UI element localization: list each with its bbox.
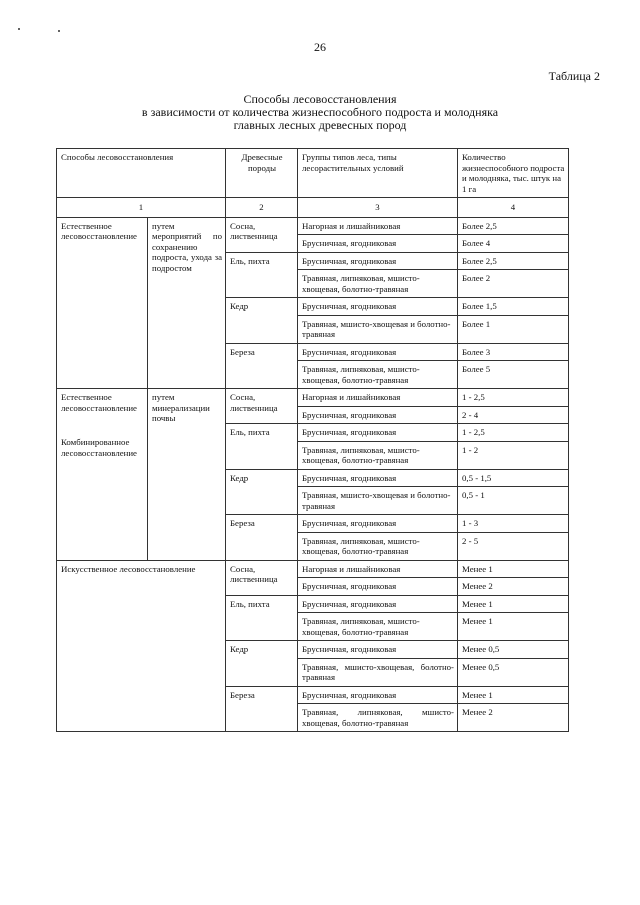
- value-cell: 1 - 2,5: [458, 424, 569, 442]
- header-species: Древесные породы: [226, 149, 298, 198]
- method-cell: Естественное лесовосстановление: [57, 217, 148, 389]
- group-cell: Травяная, мшисто-хвощевая и болотно-травяная: [298, 487, 458, 515]
- group-cell: Травяная, мшисто-хвощевая, болотно-травяная: [298, 658, 458, 686]
- table-row: [57, 560, 569, 578]
- header-groups: Группы типов леса, типы лесорастительных условий: [298, 149, 458, 198]
- group-cell: Брусничная, ягодниковая: [298, 469, 458, 487]
- reforestation-table: [56, 148, 569, 732]
- species-cell: Сосна, лиственница: [226, 217, 298, 252]
- species-cell: Кедр: [226, 641, 298, 687]
- col-number: 1: [57, 198, 226, 218]
- col-number: 3: [298, 198, 458, 218]
- group-cell: Брусничная, ягодниковая: [298, 343, 458, 361]
- group-cell: Брусничная, ягодниковая: [298, 406, 458, 424]
- group-cell: Брусничная, ягодниковая: [298, 235, 458, 253]
- value-cell: Более 2,5: [458, 217, 569, 235]
- title-line: в зависимости от количества жизнеспособного подроста и молодняка: [141, 105, 499, 119]
- value-cell: 0,5 - 1: [458, 487, 569, 515]
- group-cell: Нагорная и лишайниковая: [298, 217, 458, 235]
- value-cell: 0,5 - 1,5: [458, 469, 569, 487]
- scan-dot: [58, 30, 60, 32]
- value-cell: Более 3: [458, 343, 569, 361]
- group-cell: Травяная, мшисто-хвощевая и болотно-травяная: [298, 315, 458, 343]
- value-cell: Менее 0,5: [458, 658, 569, 686]
- species-cell: Береза: [226, 686, 298, 732]
- group-cell: Травяная, липняковая, мшисто-хвощевая, болотно-травяная: [298, 270, 458, 298]
- value-cell: Более 1,5: [458, 298, 569, 316]
- value-cell: 1 - 3: [458, 515, 569, 533]
- value-cell: Менее 1: [458, 686, 569, 704]
- header-methods: Способы лесовосстановления: [57, 149, 226, 198]
- group-cell: Брусничная, ягодниковая: [298, 578, 458, 596]
- value-cell: 2 - 5: [458, 532, 569, 560]
- group-cell: Нагорная и лишайниковая: [298, 389, 458, 407]
- method-cell: Искусственное лесовосстановление: [57, 560, 226, 732]
- value-cell: Более 2,5: [458, 252, 569, 270]
- group-cell: Травяная, липняковая, мшисто-хвощевая, болотно-травяная: [298, 613, 458, 641]
- method-cell: [57, 389, 148, 561]
- title-line: главных лесных древесных пород: [233, 118, 407, 132]
- species-cell: Кедр: [226, 469, 298, 515]
- species-cell: Ель, пихта: [226, 595, 298, 641]
- value-cell: 1 - 2: [458, 441, 569, 469]
- species-cell: Сосна, лиственница: [226, 560, 298, 595]
- table-title: [0, 93, 640, 132]
- group-cell: Брусничная, ягодниковая: [298, 515, 458, 533]
- value-cell: Более 5: [458, 361, 569, 389]
- table-label: Таблица 2: [548, 69, 600, 83]
- value-cell: Более 4: [458, 235, 569, 253]
- scan-dot: [18, 28, 20, 30]
- group-cell: Брусничная, ягодниковая: [298, 686, 458, 704]
- species-cell: Кедр: [226, 298, 298, 344]
- value-cell: Менее 1: [458, 595, 569, 613]
- sub-method-cell: путем мероприятий по сохранению подроста, ухода за подростом: [148, 217, 226, 389]
- title-line: Способы лесовосстановления: [243, 92, 397, 106]
- method-combined: Комбинированное лесовосстановление: [61, 437, 137, 458]
- group-cell: Брусничная, ягодниковая: [298, 641, 458, 659]
- species-cell: Ель, пихта: [226, 252, 298, 298]
- group-cell: Травяная, липняковая, мшисто-хвощевая, болотно-травяная: [298, 441, 458, 469]
- table-row: [57, 389, 569, 407]
- group-cell: Брусничная, ягодниковая: [298, 595, 458, 613]
- group-cell: Брусничная, ягодниковая: [298, 298, 458, 316]
- page-number: 26: [314, 40, 326, 54]
- value-cell: Более 1: [458, 315, 569, 343]
- group-cell: Нагорная и лишайниковая: [298, 560, 458, 578]
- group-cell: Брусничная, ягодниковая: [298, 252, 458, 270]
- group-cell: Травяная, липняковая, мшисто-хвощевая, болотно-травяная: [298, 704, 458, 732]
- col-number: 2: [226, 198, 298, 218]
- species-cell: Береза: [226, 515, 298, 561]
- group-cell: Травяная, липняковая, мшисто-хвощевая, болотно-травяная: [298, 361, 458, 389]
- value-cell: Менее 2: [458, 578, 569, 596]
- value-cell: Более 2: [458, 270, 569, 298]
- value-cell: Менее 0,5: [458, 641, 569, 659]
- value-cell: Менее 1: [458, 613, 569, 641]
- group-cell: Травяная, липняковая, мшисто-хвощевая, болотно-травяная: [298, 532, 458, 560]
- species-cell: Ель, пихта: [226, 424, 298, 470]
- value-cell: Менее 1: [458, 560, 569, 578]
- column-number-row: [57, 198, 569, 218]
- header-quantity: Количество жизнеспособного подроста и молодняка, тыс. штук на 1 га: [458, 149, 569, 198]
- value-cell: Менее 2: [458, 704, 569, 732]
- value-cell: 2 - 4: [458, 406, 569, 424]
- species-cell: Сосна, лиственница: [226, 389, 298, 424]
- species-cell: Береза: [226, 343, 298, 389]
- group-cell: Брусничная, ягодниковая: [298, 424, 458, 442]
- value-cell: 1 - 2,5: [458, 389, 569, 407]
- sub-method-cell: путем минерализации почвы: [148, 389, 226, 561]
- header-row: [57, 149, 569, 198]
- col-number: 4: [458, 198, 569, 218]
- method-natural: Естественное лесовосстановление: [61, 392, 137, 413]
- table-row: [57, 217, 569, 235]
